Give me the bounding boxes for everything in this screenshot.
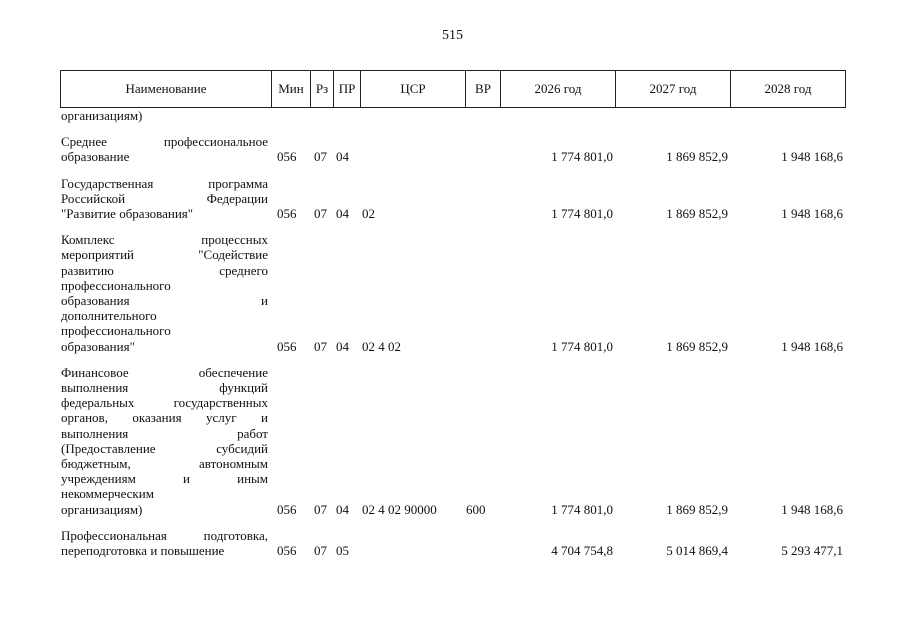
row-name-line: организациям) xyxy=(61,501,143,517)
row-name xyxy=(61,528,268,558)
row-2028: 1 948 168,6 xyxy=(781,149,843,165)
row-name-line: профессионального xyxy=(61,323,171,339)
row-csr: 02 4 02 90000 xyxy=(362,501,437,517)
table-row xyxy=(0,365,905,517)
row-name-line: федеральных государственных xyxy=(61,395,268,411)
row-2027: 5 014 869,4 xyxy=(666,543,728,559)
header-min: Мин xyxy=(272,71,311,108)
row-pr: 04 xyxy=(336,206,349,222)
header-2027: 2027 год xyxy=(616,71,731,108)
row-2028: 5 293 477,1 xyxy=(781,543,843,559)
row-pr: 04 xyxy=(336,501,349,517)
row-name-line: Российской Федерации xyxy=(61,190,268,206)
row-pr: 04 xyxy=(336,149,349,165)
table-body xyxy=(0,108,905,558)
table-row xyxy=(0,134,905,164)
row-name-line: образования и xyxy=(61,293,268,309)
header-rz: Рз xyxy=(311,71,334,108)
page-number: 515 xyxy=(442,28,463,43)
header-vr: ВР xyxy=(466,71,501,108)
row-name xyxy=(61,134,268,164)
header-pr: ПР xyxy=(334,71,361,108)
table-row xyxy=(0,232,905,354)
row-name-line: развитию среднего xyxy=(61,262,268,278)
row-name-line: "Развитие образования" xyxy=(61,206,194,222)
row-name-line: дополнительного xyxy=(61,308,157,324)
row-name-line: мероприятий "Содействие xyxy=(61,247,268,263)
row-name-line: профессионального xyxy=(61,277,171,293)
row-name-line: (Предоставление субсидий xyxy=(61,440,268,456)
row-name-line: выполнения функций xyxy=(61,380,268,396)
row-name xyxy=(61,232,268,354)
row-name xyxy=(61,365,268,517)
row-2026: 1 774 801,0 xyxy=(551,206,613,222)
table-row xyxy=(0,176,905,222)
header-name: Наименование xyxy=(61,71,272,108)
table-row xyxy=(0,528,905,558)
row-2028: 1 948 168,6 xyxy=(781,501,843,517)
row-min: 056 xyxy=(277,206,297,222)
row-name xyxy=(61,108,268,123)
row-name-line: Среднее профессиональное xyxy=(61,134,268,150)
row-min: 056 xyxy=(277,338,297,354)
header-2028: 2028 год xyxy=(731,71,846,108)
row-2027: 1 869 852,9 xyxy=(666,149,728,165)
row-name-line: Профессиональная подготовка, xyxy=(61,527,268,543)
row-2027: 1 869 852,9 xyxy=(666,501,728,517)
row-vr: 600 xyxy=(466,501,486,517)
row-2027: 1 869 852,9 xyxy=(666,338,728,354)
row-rz: 07 xyxy=(314,543,327,559)
row-csr: 02 4 02 xyxy=(362,338,401,354)
row-2026: 4 704 754,8 xyxy=(551,543,613,559)
row-name-line: органов, оказания услуг и xyxy=(61,410,268,426)
row-rz: 07 xyxy=(314,149,327,165)
row-name xyxy=(61,176,268,222)
row-name-line: образования" xyxy=(61,338,135,354)
row-name-line: некоммерческим xyxy=(61,486,154,502)
row-2028: 1 948 168,6 xyxy=(781,206,843,222)
row-2026: 1 774 801,0 xyxy=(551,149,613,165)
row-name-line: учреждениям и иным xyxy=(61,471,268,487)
header-csr: ЦСР xyxy=(361,71,466,108)
row-rz: 07 xyxy=(314,338,327,354)
row-rz: 07 xyxy=(314,206,327,222)
row-name-line: переподготовка и повышение xyxy=(61,543,225,559)
table-header xyxy=(60,70,846,108)
row-pr: 04 xyxy=(336,338,349,354)
row-name-line: Финансовое обеспечение xyxy=(61,364,268,380)
row-2026: 1 774 801,0 xyxy=(551,338,613,354)
row-name-line: Государственная программа xyxy=(61,175,268,191)
row-name-line: бюджетным, автономным xyxy=(61,456,268,472)
row-min: 056 xyxy=(277,543,297,559)
row-name-line: образование xyxy=(61,149,130,165)
row-2026: 1 774 801,0 xyxy=(551,501,613,517)
row-min: 056 xyxy=(277,149,297,165)
row-min: 056 xyxy=(277,501,297,517)
row-name-line: организациям) xyxy=(61,108,143,123)
row-name-line: выполнения работ xyxy=(61,425,268,441)
header-2026: 2026 год xyxy=(501,71,616,108)
row-2028: 1 948 168,6 xyxy=(781,338,843,354)
row-name-line: Комплекс процессных xyxy=(61,232,268,248)
row-2027: 1 869 852,9 xyxy=(666,206,728,222)
row-pr: 05 xyxy=(336,543,349,559)
row-rz: 07 xyxy=(314,501,327,517)
row-csr: 02 xyxy=(362,206,375,222)
table-row xyxy=(0,108,905,123)
